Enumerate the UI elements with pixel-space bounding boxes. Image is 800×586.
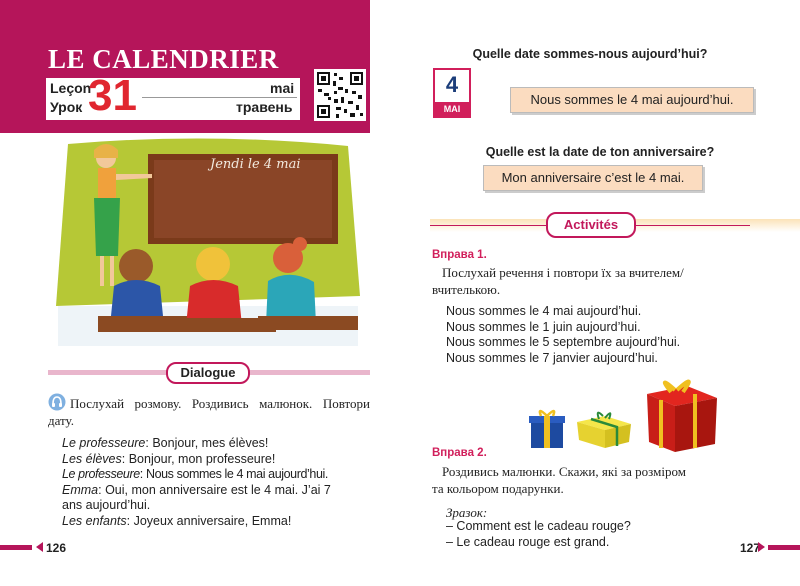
question-date: Quelle date sommes-nous aujourd’hui? <box>472 47 708 61</box>
dialogue-instruction: Послухай розмову. Роздивись малюнок. Повтори дату. <box>48 396 370 428</box>
lesson-number: 31 <box>88 71 137 120</box>
dialogue-lines <box>62 436 372 529</box>
exercise-1-label: Вправа 1. <box>432 249 487 261</box>
sample-label: Зразок: <box>446 505 488 520</box>
exercise-1-instruction-line: вчителькою. <box>432 282 501 297</box>
question-birthday: Quelle est la date de ton anniversaire? <box>485 145 715 159</box>
calendar-day: 4 <box>445 72 459 97</box>
exercise-1-instruction <box>432 264 754 298</box>
exercise-2-label: Вправа 2. <box>432 447 487 459</box>
footer-bar-right <box>768 545 800 550</box>
lesson-divider <box>142 97 297 98</box>
list-item: – Comment est le cadeau rouge? <box>446 519 631 533</box>
dialogue-line: Le professeure: Nous sommes le 4 mai aujourd’hui. <box>62 467 328 481</box>
answer-birthday: Mon anniversaire c’est le 4 mai. <box>483 165 703 191</box>
exercise-2-instruction-line: Роздивись малюнки. Скажи, які за розміром <box>442 464 686 479</box>
blue-gift-icon <box>529 411 565 448</box>
lesson-label-uk: Урок <box>50 99 83 115</box>
activities-heading: Activités <box>546 212 636 238</box>
dialogue-line: Le professeure: Bonjour, mes élèves! <box>62 436 269 450</box>
red-gift-icon <box>647 381 717 452</box>
exercise-1-instruction-line: Послухай речення і повтори їх за вчителем/ <box>442 265 684 280</box>
page-title: LE CALENDRIER <box>48 44 279 74</box>
exercise-1-list <box>446 304 680 366</box>
page-number-right: 127 <box>740 541 761 555</box>
dialogue-line: Les enfants: Joyeux anniversaire, Emma! <box>62 513 292 528</box>
dialogue-line: Emma: Oui, mon anniversaire est le 4 mai. J’ai 7 <box>62 482 331 497</box>
dialogue-heading: Dialogue <box>166 362 250 384</box>
lesson-label-fr: Leçon <box>50 80 92 96</box>
dialogue-line: Les élèves: Bonjour, mon professeure! <box>62 451 276 466</box>
exercise-2-instruction-line: та кольором подарунки. <box>432 481 564 496</box>
answer-date: Nous sommes le 4 mai aujourd’hui. <box>510 87 754 113</box>
calendar-icon <box>433 68 471 118</box>
month-uk: травень <box>236 99 293 115</box>
gifts-illustration <box>525 372 725 452</box>
dialogue-line: ans aujourd’hui. <box>62 498 151 512</box>
sample-lines <box>446 519 631 550</box>
calendar-month: MAI <box>435 102 469 116</box>
list-item: Nous sommes le 5 septembre aujourd’hui. <box>446 335 681 349</box>
list-item: Nous sommes le 7 janvier aujourd’hui. <box>446 350 658 365</box>
month-fr: mai <box>270 80 295 96</box>
footer-bar-left <box>0 545 32 550</box>
qr-code-icon <box>314 69 366 121</box>
prev-arrow-icon <box>36 542 43 552</box>
next-arrow-icon <box>758 542 765 552</box>
list-item: – Le cadeau rouge est grand. <box>446 534 610 549</box>
page-number-left: 126 <box>46 541 67 555</box>
board-text: Jendi le 4 mai <box>210 157 301 172</box>
exercise-2-instruction <box>432 463 754 497</box>
yellow-gift-icon <box>577 413 631 448</box>
classroom-illustration <box>48 136 366 346</box>
list-item: Nous sommes le 1 juin aujourd’hui. <box>446 319 641 334</box>
list-item: Nous sommes le 4 mai aujourd’hui. <box>446 304 642 318</box>
